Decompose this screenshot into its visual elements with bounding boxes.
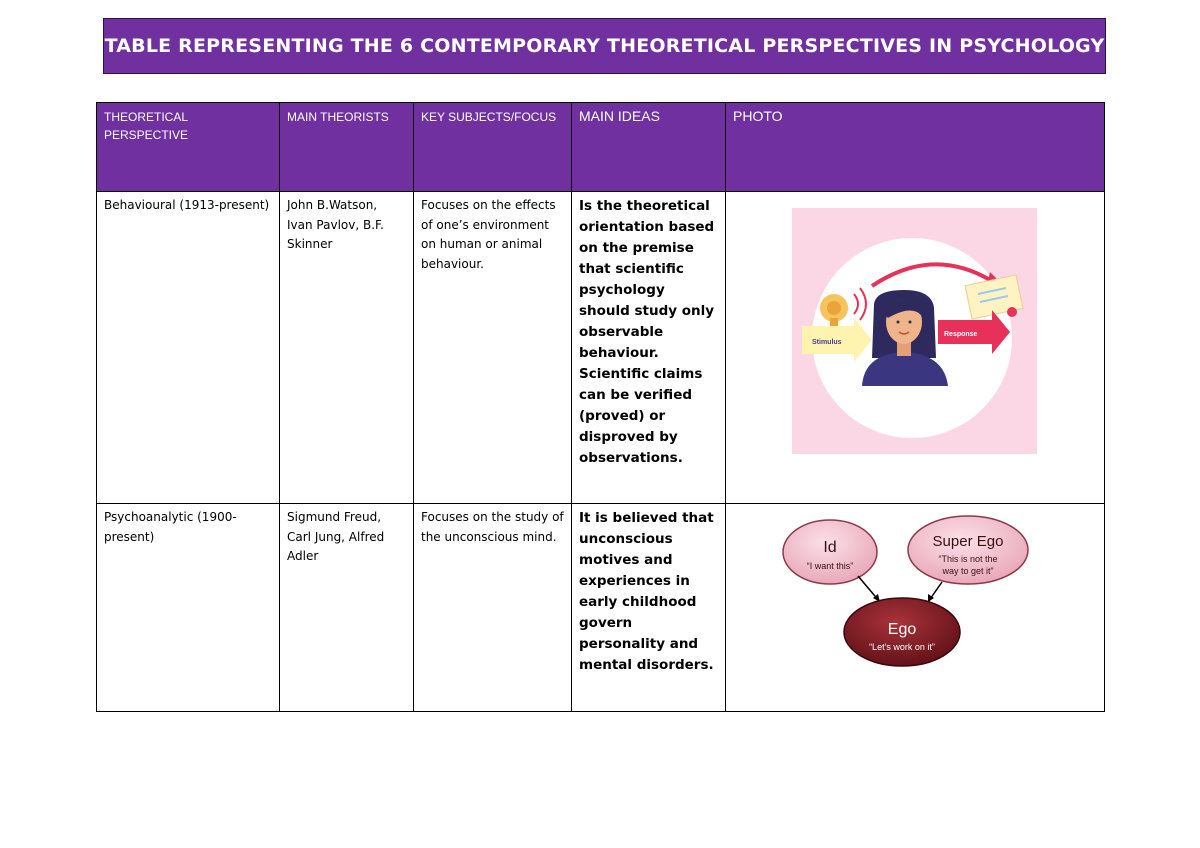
header-photo: PHOTO (726, 103, 1105, 192)
title-banner (103, 18, 1106, 74)
id-ego-superego-diagram (782, 512, 1032, 682)
header-ideas: MAIN IDEAS (572, 103, 726, 192)
cell-focus: Focuses on the effects of one’s environment on human or animal behaviour. (414, 192, 572, 504)
superego-quote-line-2: way to get it” (942, 566, 994, 576)
page-title: TABLE REPRESENTING THE 6 CONTEMPORARY THEORETICAL PERSPECTIVES IN PSYCHOLOGY (104, 35, 1105, 57)
perspectives-table (96, 102, 1105, 712)
cell-photo (726, 504, 1105, 712)
id-title: Id (823, 539, 837, 556)
ego-quote: “Let’s work on it” (869, 642, 935, 652)
id-quote: “I want this” (806, 561, 854, 571)
cell-perspective: Behavioural (1913-present) (97, 192, 280, 504)
table-row (97, 504, 1105, 712)
header-theorists: MAIN THEORISTS (280, 103, 414, 192)
superego-title: Super Ego (932, 533, 1004, 550)
header-perspective: THEORETICAL PERSPECTIVE (97, 103, 280, 192)
superego-quote-line-1: “This is not the (938, 554, 998, 564)
stimulus-label: Stimulus (812, 339, 842, 346)
cell-theorists: Sigmund Freud, Carl Jung, Alfred Adler (280, 504, 414, 712)
response-label: Response (944, 331, 978, 338)
table-row (97, 192, 1105, 504)
cell-ideas: Is the theoretical orientation based on the premise that scientific psychology should study only observable behaviour. Scientific claims can be verified (proved) or disproved by observations. (572, 192, 726, 504)
table-header-row (97, 103, 1105, 192)
cell-theorists: John B.Watson, Ivan Pavlov, B.F. Skinner (280, 192, 414, 504)
ego-title: Ego (887, 621, 917, 638)
cell-perspective: Psychoanalytic (1900-present) (97, 504, 280, 712)
stimulus-response-illustration (792, 208, 1037, 454)
header-focus: KEY SUBJECTS/FOCUS (414, 103, 572, 192)
cell-focus: Focuses on the study of the unconscious mind. (414, 504, 572, 712)
cell-ideas: It is believed that unconscious motives and experiences in early childhood govern personality and mental disorders. (572, 504, 726, 712)
cell-photo (726, 192, 1105, 504)
